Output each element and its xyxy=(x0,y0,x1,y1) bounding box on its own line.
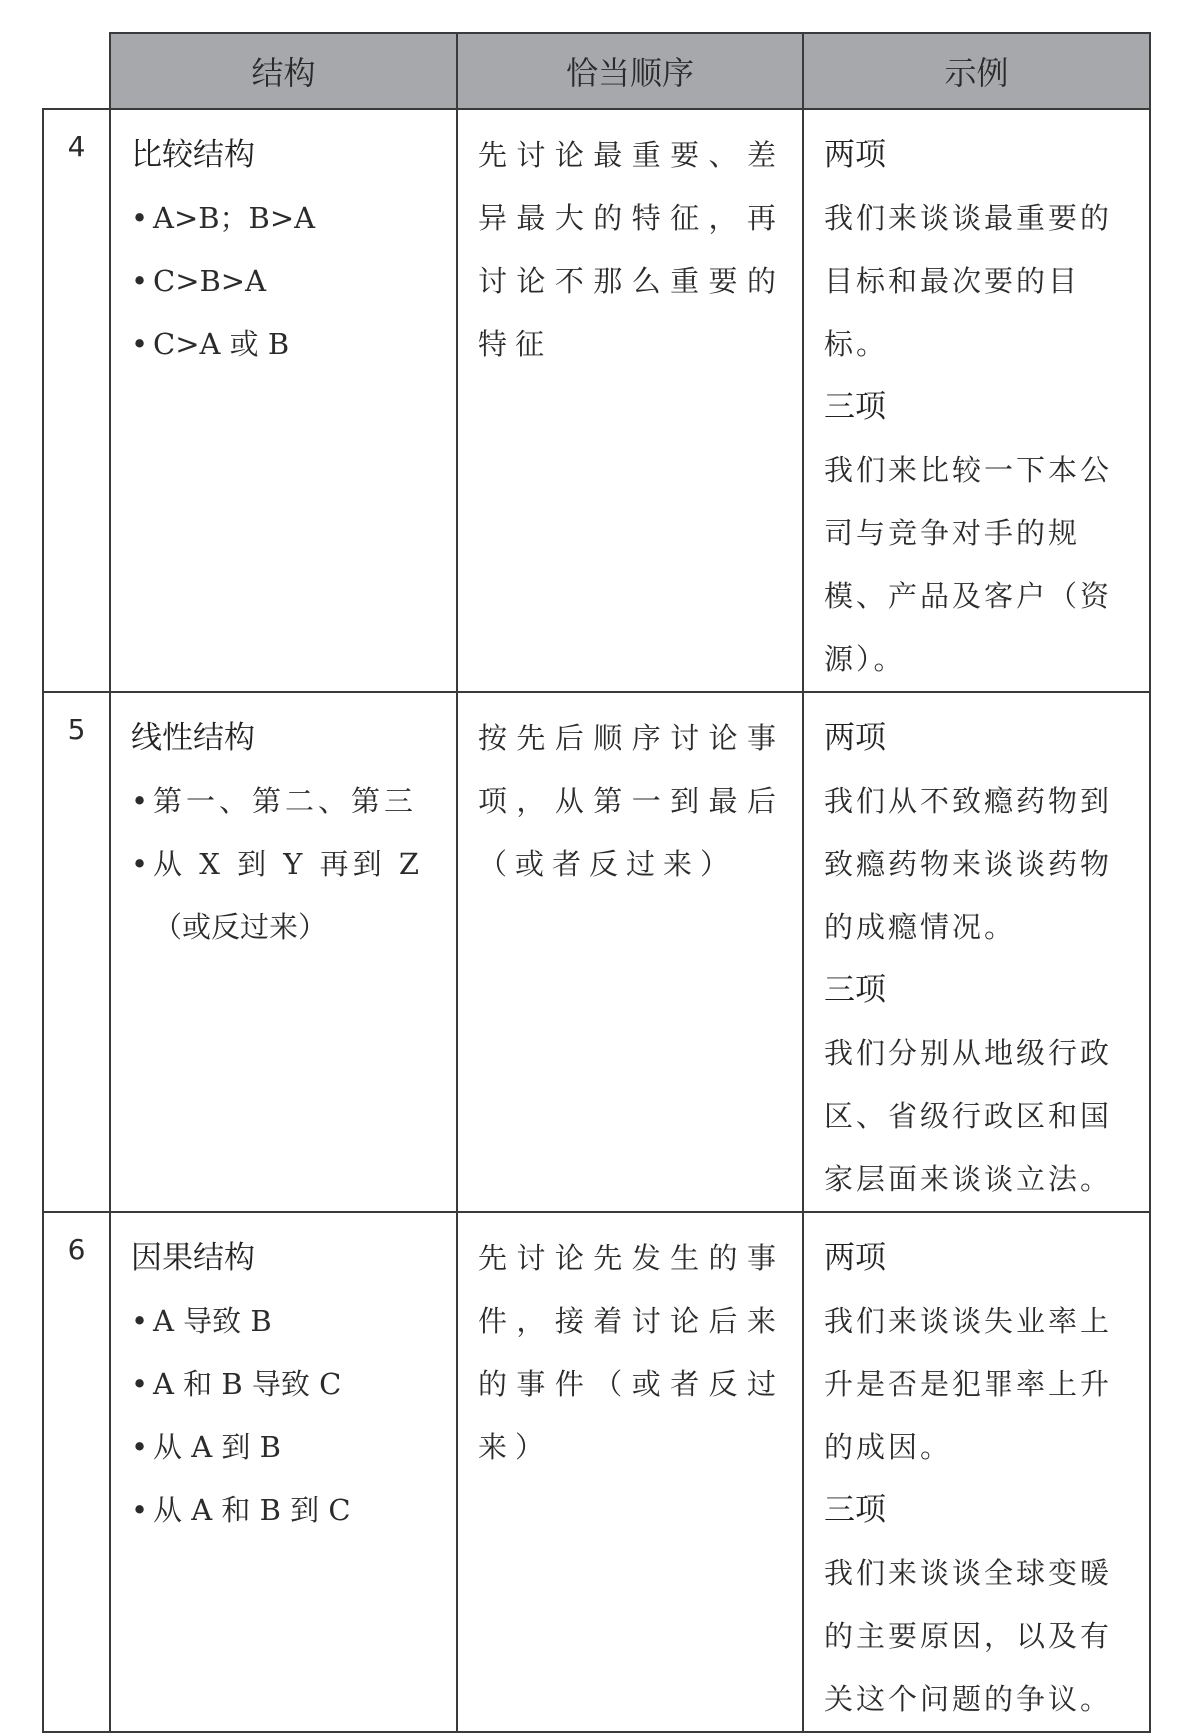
row-number-cell xyxy=(43,109,110,692)
bullet-continuation: （或反过来） xyxy=(153,910,328,944)
two-items-text: 我们从不致瘾药物到致瘾药物来谈谈药物的成瘾情况。 xyxy=(824,784,1113,944)
bullet-dot: • xyxy=(131,264,149,298)
two-items-label: 两项 xyxy=(824,137,886,173)
header-structure: 结构 xyxy=(110,33,457,109)
three-items-label: 三项 xyxy=(824,389,886,425)
bullet-item: • C>A 或 B xyxy=(131,313,438,376)
two-items-text: 我们来谈谈最重要的目标和最次要的目标。 xyxy=(824,201,1113,361)
table-row xyxy=(43,692,1150,1212)
table-row xyxy=(43,109,1150,692)
bullet-item: • 从 A 到 B xyxy=(131,1416,438,1479)
two-items-label: 两项 xyxy=(824,720,886,756)
order-cell xyxy=(457,109,803,692)
row-number-cell xyxy=(43,692,110,1212)
bullet-dot: • xyxy=(131,784,153,818)
table-row xyxy=(43,1212,1150,1732)
order-text: 先讨论先发生的事件，接着讨论后来的事件（或者反过来） xyxy=(478,1241,784,1464)
bullet-item: •从 X 到 Y 再到 Z xyxy=(131,833,438,896)
order-cell xyxy=(457,1212,803,1732)
bullet-dot: • xyxy=(131,201,149,235)
bullet-dot: • xyxy=(131,1367,149,1401)
order-cell xyxy=(457,692,803,1212)
two-items-text: 我们来谈谈失业率上升是否是犯罪率上升的成因。 xyxy=(824,1304,1113,1464)
three-items-text: 我们分别从地级行政区、省级行政区和国家层面来谈谈立法。 xyxy=(824,1036,1113,1196)
bullet-dot: • xyxy=(131,1493,149,1527)
bullet-item: • A>B；B>A xyxy=(131,187,438,250)
row-number: 5 xyxy=(67,713,86,746)
structure-table xyxy=(42,32,1151,1733)
bullet-dot: • xyxy=(131,847,153,881)
example-cell xyxy=(803,1212,1150,1732)
header-blank-cell xyxy=(43,33,110,109)
structure-cell xyxy=(110,1212,457,1732)
two-items-label: 两项 xyxy=(824,1240,886,1276)
three-items-label: 三项 xyxy=(824,1492,886,1528)
order-text: 先讨论最重要、差异最大的特征，再讨论不那么重要的特征 xyxy=(478,138,784,361)
structure-title: 比较结构 xyxy=(131,137,255,173)
bullet-dot: • xyxy=(131,327,149,361)
row-number-cell xyxy=(43,1212,110,1732)
three-items-label: 三项 xyxy=(824,972,886,1008)
three-items-text: 我们来比较一下本公司与竞争对手的规模、产品及客户（资源）。 xyxy=(824,453,1113,676)
header-example: 示例 xyxy=(803,33,1150,109)
header-row xyxy=(43,33,1150,109)
row-number: 4 xyxy=(67,130,86,163)
header-order: 恰当顺序 xyxy=(457,33,803,109)
bullet-item: • 从 A 和 B 到 C xyxy=(131,1479,438,1542)
structure-title: 线性结构 xyxy=(131,720,255,756)
structure-cell xyxy=(110,109,457,692)
structure-cell xyxy=(110,692,457,1212)
bullet-item: •第一、第二、第三 xyxy=(131,770,438,833)
order-text: 按先后顺序讨论事项，从第一到最后（或者反过来） xyxy=(478,721,784,881)
bullet-dot: • xyxy=(131,1304,149,1338)
bullet-dot: • xyxy=(131,1430,149,1464)
three-items-text: 我们来谈谈全球变暖的主要原因，以及有关这个问题的争议。 xyxy=(824,1556,1113,1716)
row-number: 6 xyxy=(67,1233,86,1266)
bullet-item: • C>B>A xyxy=(131,250,438,313)
bullet-item: • A 和 B 导致 C xyxy=(131,1353,438,1416)
example-cell xyxy=(803,109,1150,692)
bullet-item: • A 导致 B xyxy=(131,1290,438,1353)
example-cell xyxy=(803,692,1150,1212)
structure-title: 因果结构 xyxy=(131,1240,255,1276)
